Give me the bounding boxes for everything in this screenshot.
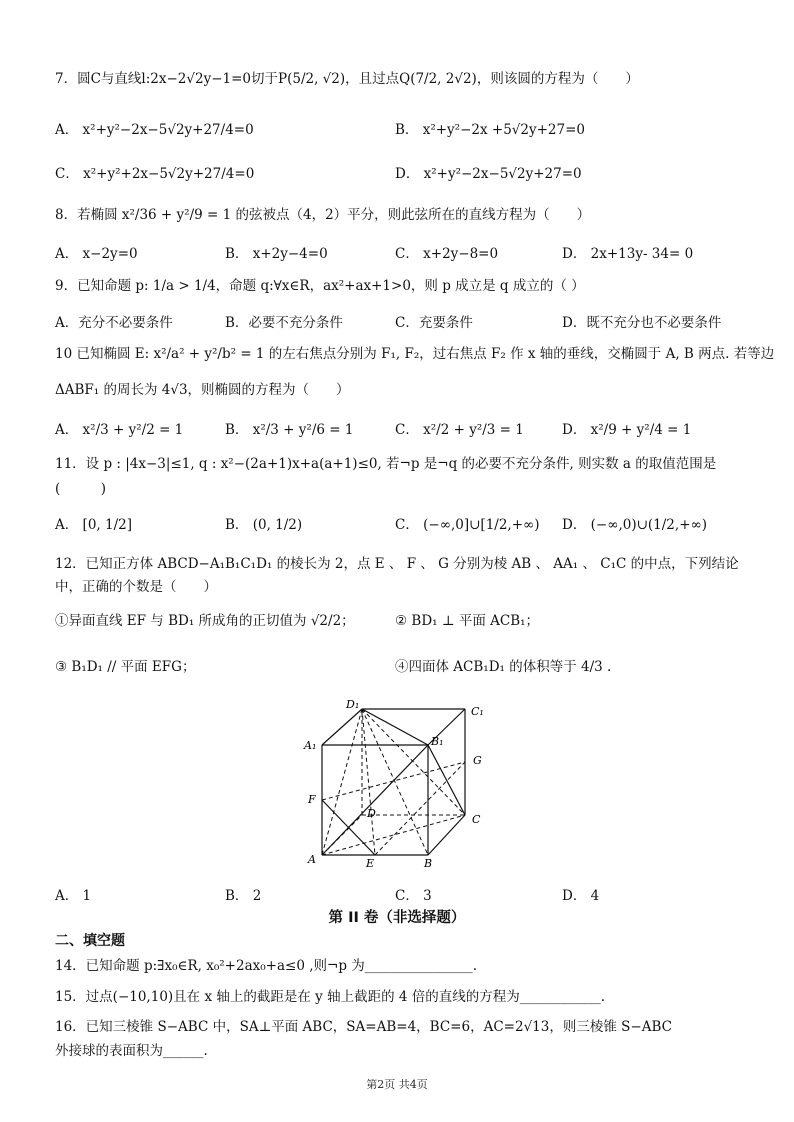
q8-option-c: C． x+2y−8=0 (395, 246, 499, 262)
cube-figure (300, 695, 500, 875)
q7-option-a: A． x²+y²−2x−5√2y+27/4=0 (55, 122, 254, 138)
question-10-stem: 10 已知椭圆 E: x²/a² + y²/b² = 1 的左右焦点分别为 F₁, F₂，过右焦点 F₂ 作 x 轴的垂线，交椭圆于 A, B 两点. 若等边 (55, 346, 775, 362)
label-d1: D₁ (346, 698, 360, 711)
q8-option-b: B． x+2y−4=0 (225, 246, 328, 262)
q11-option-d: D． (−∞,0)∪(1/2,+∞) (562, 517, 708, 533)
q7-option-b: B． x²+y²−2x +5√2y+27=0 (395, 122, 586, 138)
q12-statement-4: ④四面体 ACB₁D₁ 的体积等于 4/3 . (395, 659, 612, 675)
label-d: D (367, 807, 376, 820)
label-b: B (424, 857, 433, 870)
question-8-stem: 8．若椭圆 x²/36 + y²/9 = 1 的弦被点（4，2）平分，则此弦所在的直线方程为（ ） (55, 207, 591, 223)
q12-statement-1: ①异面直线 EF 与 BD₁ 所成角的正切值为 √2/2； (55, 613, 355, 629)
label-e: E (366, 857, 375, 870)
line-d1-e (362, 709, 375, 855)
line-b1-c (428, 745, 465, 815)
q12-statement-3: ③ B₁D₁ // 平面 EFG； (55, 659, 196, 675)
label-g: G (473, 754, 482, 767)
part-2-title: 第 II 卷（非选择题） (328, 910, 466, 926)
label-a: A (308, 853, 316, 866)
q12-option-a: A． 1 (55, 888, 92, 904)
line-e-g (375, 762, 465, 855)
q10-option-d: D． x²/9 + y²/4 = 1 (562, 422, 692, 438)
question-9-stem: 9．已知命题 p: 1/a > 1/4，命题 q:∀x∈R，ax²+ax+1>0，则 p 成立是 q 成立的（ ） (55, 278, 585, 294)
question-10-stem-line2: ΔABF₁ 的周长为 4√3，则椭圆的方程为（ ） (55, 382, 350, 398)
line-a-c (322, 815, 465, 855)
q9-option-d: D．既不充分也不必要条件 (562, 315, 722, 331)
question-16-line2: 外接球的表面积为______. (55, 1043, 208, 1059)
q8-option-d: D． 2x+13y- 34= 0 (562, 246, 694, 262)
section-2-title: 二、填空题 (55, 933, 125, 949)
q9-option-c: C．充要条件 (395, 315, 473, 331)
line-d1-c (362, 709, 465, 815)
q12-option-b: B． 2 (225, 888, 262, 904)
q7-option-c: C． x²+y²+2x−5√2y+27/4=0 (55, 166, 255, 182)
question-14: 14．已知命题 p:∃x₀∈R, x₀²+2ax₀+a≤0 ,则¬p 为________________. (55, 958, 478, 974)
question-16: 16．已知三棱锥 S−ABC 中，SA⊥平面 ABC，SA=AB=4，BC=6，AC=2√13，则三棱锥 S−ABC (55, 1019, 672, 1035)
edge-b-c (428, 815, 465, 855)
label-b1: B₁ (431, 735, 444, 748)
edge-a1-d1 (322, 709, 362, 745)
label-c1: C₁ (471, 705, 484, 718)
q11-option-b: B． (0, 1/2) (225, 517, 303, 533)
q9-option-b: B．必要不充分条件 (225, 315, 343, 331)
line-d1-b (362, 709, 428, 855)
q12-option-d: D． 4 (562, 888, 600, 904)
q10-option-b: B． x²/3 + y²/6 = 1 (225, 422, 354, 438)
q7-option-d: D． x²+y²−2x−5√2y+27=0 (395, 166, 582, 182)
q8-option-a: A． x−2y=0 (55, 246, 138, 262)
label-c: C (472, 813, 481, 826)
question-11-stem: 11．设 p : |4x−3|≤1, q : x²−(2a+1)x+a(a+1)≤0, 若¬p 是¬q 的必要不充分条件, 则实数 a 的取值范围是 (55, 456, 717, 472)
line-f-g (322, 762, 465, 800)
label-f: F (308, 793, 316, 806)
line-d1-b1 (362, 709, 428, 745)
q11-option-c: C． (−∞,0]∪[1/2,+∞) (395, 517, 540, 533)
page-footer: 第2页 共4页 (366, 1078, 428, 1091)
q9-option-a: A．充分不必要条件 (55, 315, 173, 331)
q12-option-c: C． 3 (395, 888, 432, 904)
q12-statement-2: ② BD₁ ⊥ 平面 ACB₁； (395, 613, 540, 629)
q11-option-a: A． [0, 1/2] (55, 517, 132, 533)
q10-option-a: A． x²/3 + y²/2 = 1 (55, 422, 184, 438)
question-12-stem-line2: 中，正确的个数是（ ） (55, 579, 217, 595)
question-7-stem: 7．圆C与直线l:2x−2√2y−1=0切于P(5/2, √2)，且过点Q(7/2, 2√2)，则该圆的方程为（ ） (55, 71, 639, 87)
question-11-stem-line2: ( ) (55, 481, 107, 497)
question-15: 15．过点(−10,10)且在 x 轴上的截距是在 y 轴上截距的 4 倍的直线的方程为____________. (55, 989, 606, 1005)
line-d1-a (322, 709, 362, 855)
label-a1: A₁ (304, 739, 317, 752)
q10-option-c: C． x²/2 + y²/3 = 1 (395, 422, 524, 438)
question-12-stem: 12．已知正方体 ABCD−A₁B₁C₁D₁ 的棱长为 2，点 E 、 F 、 G 分别为棱 AB 、 AA₁ 、 C₁C 的中点，下列结论 (55, 556, 739, 572)
